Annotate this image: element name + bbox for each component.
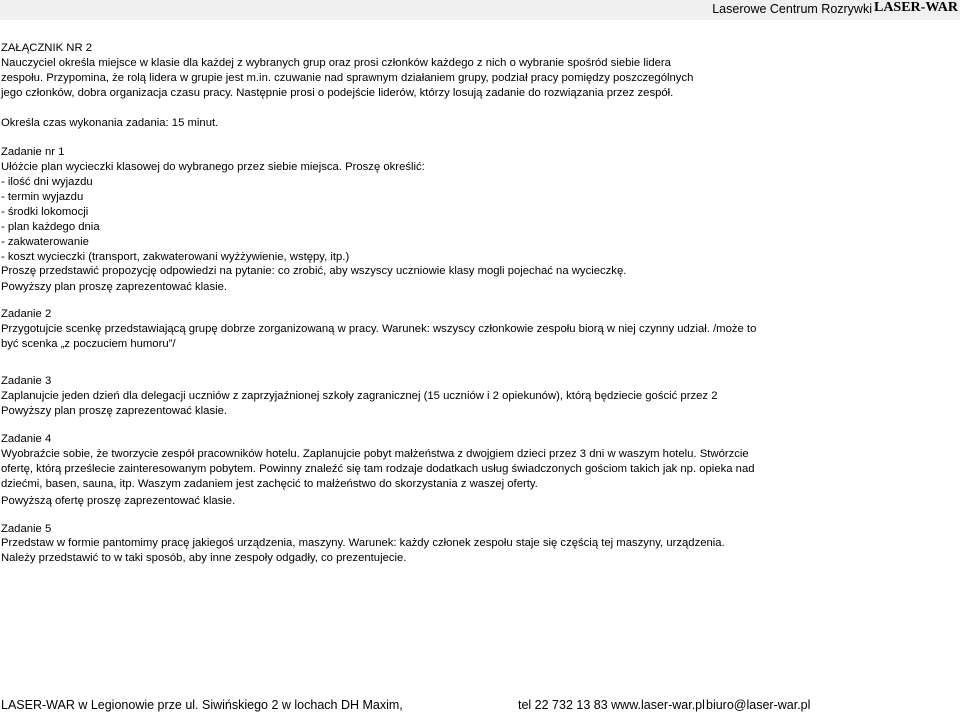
task-list-item: - ilość dni wyjazdu — [1, 176, 93, 188]
task-text: dziećmi, basen, sauna, itp. Waszym zadaniem jest zachęcić to małżeństwo do skorzystania z waszej oferty. — [1, 478, 538, 490]
task-heading: Zadanie 3 — [1, 375, 52, 387]
intro-line: Nauczyciel określa miejsce w klasie dla każdej z wybranych grup oraz prosi członków każdego z nich o wybranie spośród siebie lidera — [1, 57, 671, 69]
task-heading: Zadanie 4 — [1, 433, 52, 445]
task-heading: Zadanie nr 1 — [1, 146, 65, 158]
time-limit-line: Określa czas wykonania zadania: 15 minut. — [1, 117, 219, 129]
footer-phone-website: tel 22 732 13 83 www.laser-war.pl — [518, 698, 705, 712]
task-text: Zaplanujcie jeden dzień dla delegacji uczniów z zaprzyjaźnionej szkoły zagranicznej (15 uczniów i 2 opiekunów), którą będziecie gościć przez 2 — [1, 390, 718, 402]
intro-line: jego członków, dobra organizacja czasu pracy. Następnie prosi o podejście liderów, którzy losują zadanie do rozwiązania przez zespół. — [1, 87, 674, 99]
task-heading: Zadanie 5 — [1, 523, 52, 535]
task-list-item: - środki lokomocji — [1, 206, 89, 218]
task-text: ofertę, którą prześlecie zainteresowanym pobytem. Powinny znaleźć się tam rodzaje dodatkach usług świadczonych gościom takich jak np. opieka nad — [1, 463, 755, 475]
document-title: ZAŁĄCZNIK NR 2 — [1, 42, 93, 54]
task-list-item: - termin wyjazdu — [1, 191, 84, 203]
task-heading: Zadanie 2 — [1, 308, 52, 320]
task-text: Należy przedstawić to w taki sposób, aby inne zespoły odgadły, co prezentujecie. — [1, 552, 407, 564]
task-text: Proszę przedstawić propozycję odpowiedzi na pytanie: co zrobić, aby wszyscy uczniowie klasy mogli pojechać na wycieczkę. — [1, 265, 627, 277]
page-header — [0, 0, 960, 20]
header-brand-logo: LASER-WAR — [873, 0, 958, 15]
task-text: Ułóżcie plan wycieczki klasowej do wybranego przez siebie miejsca. Proszę określić: — [1, 161, 425, 173]
header-label: Laserowe Centrum Rozrywki — [712, 2, 872, 16]
task-text: Przedstaw w formie pantomimy pracę jakiegoś urządzenia, maszyny. Warunek: każdy członek zespołu staje się częścią tej maszyny, urządzenia. — [1, 537, 725, 549]
task-text: Przygotujcie scenkę przedstawiającą grupę dobrze zorganizowaną w pracy. Warunek: wszyscy członkowie zespołu biorą w niej czynny udział. /może to — [1, 323, 757, 335]
intro-line: zespołu. Przypomina, że rolą lidera w grupie jest m.in. czuwanie nad sprawnym działaniem grupy, podział pracy pomiędzy poszczególnych — [1, 72, 694, 84]
task-list-item: - zakwaterowanie — [1, 236, 89, 248]
task-list-item: - plan każdego dnia — [1, 221, 100, 233]
task-list-item: - koszt wycieczki (transport, zakwaterowani wyżżywienie, wstępy, itp.) — [1, 251, 350, 263]
task-text: Powyższą ofertę proszę zaprezentować klasie. — [1, 495, 236, 507]
footer-address: LASER-WAR w Legionowie prze ul. Siwińskiego 2 w lochach DH Maxim, — [1, 698, 403, 712]
task-text: Powyższy plan proszę zaprezentować klasie. — [1, 405, 228, 417]
task-text: być scenka „z poczuciem humoru”/ — [1, 338, 176, 350]
task-text: Powyższy plan proszę zaprezentować klasie. — [1, 281, 228, 293]
footer-email: biuro@laser-war.pl — [706, 698, 811, 712]
task-text: Wyobraźcie sobie, że tworzycie zespół pracowników hotelu. Zaplanujcie pobyt małżeństwa z dwojgiem dzieci przez 3 dni w waszym hotelu. Stwórzcie — [1, 448, 749, 460]
